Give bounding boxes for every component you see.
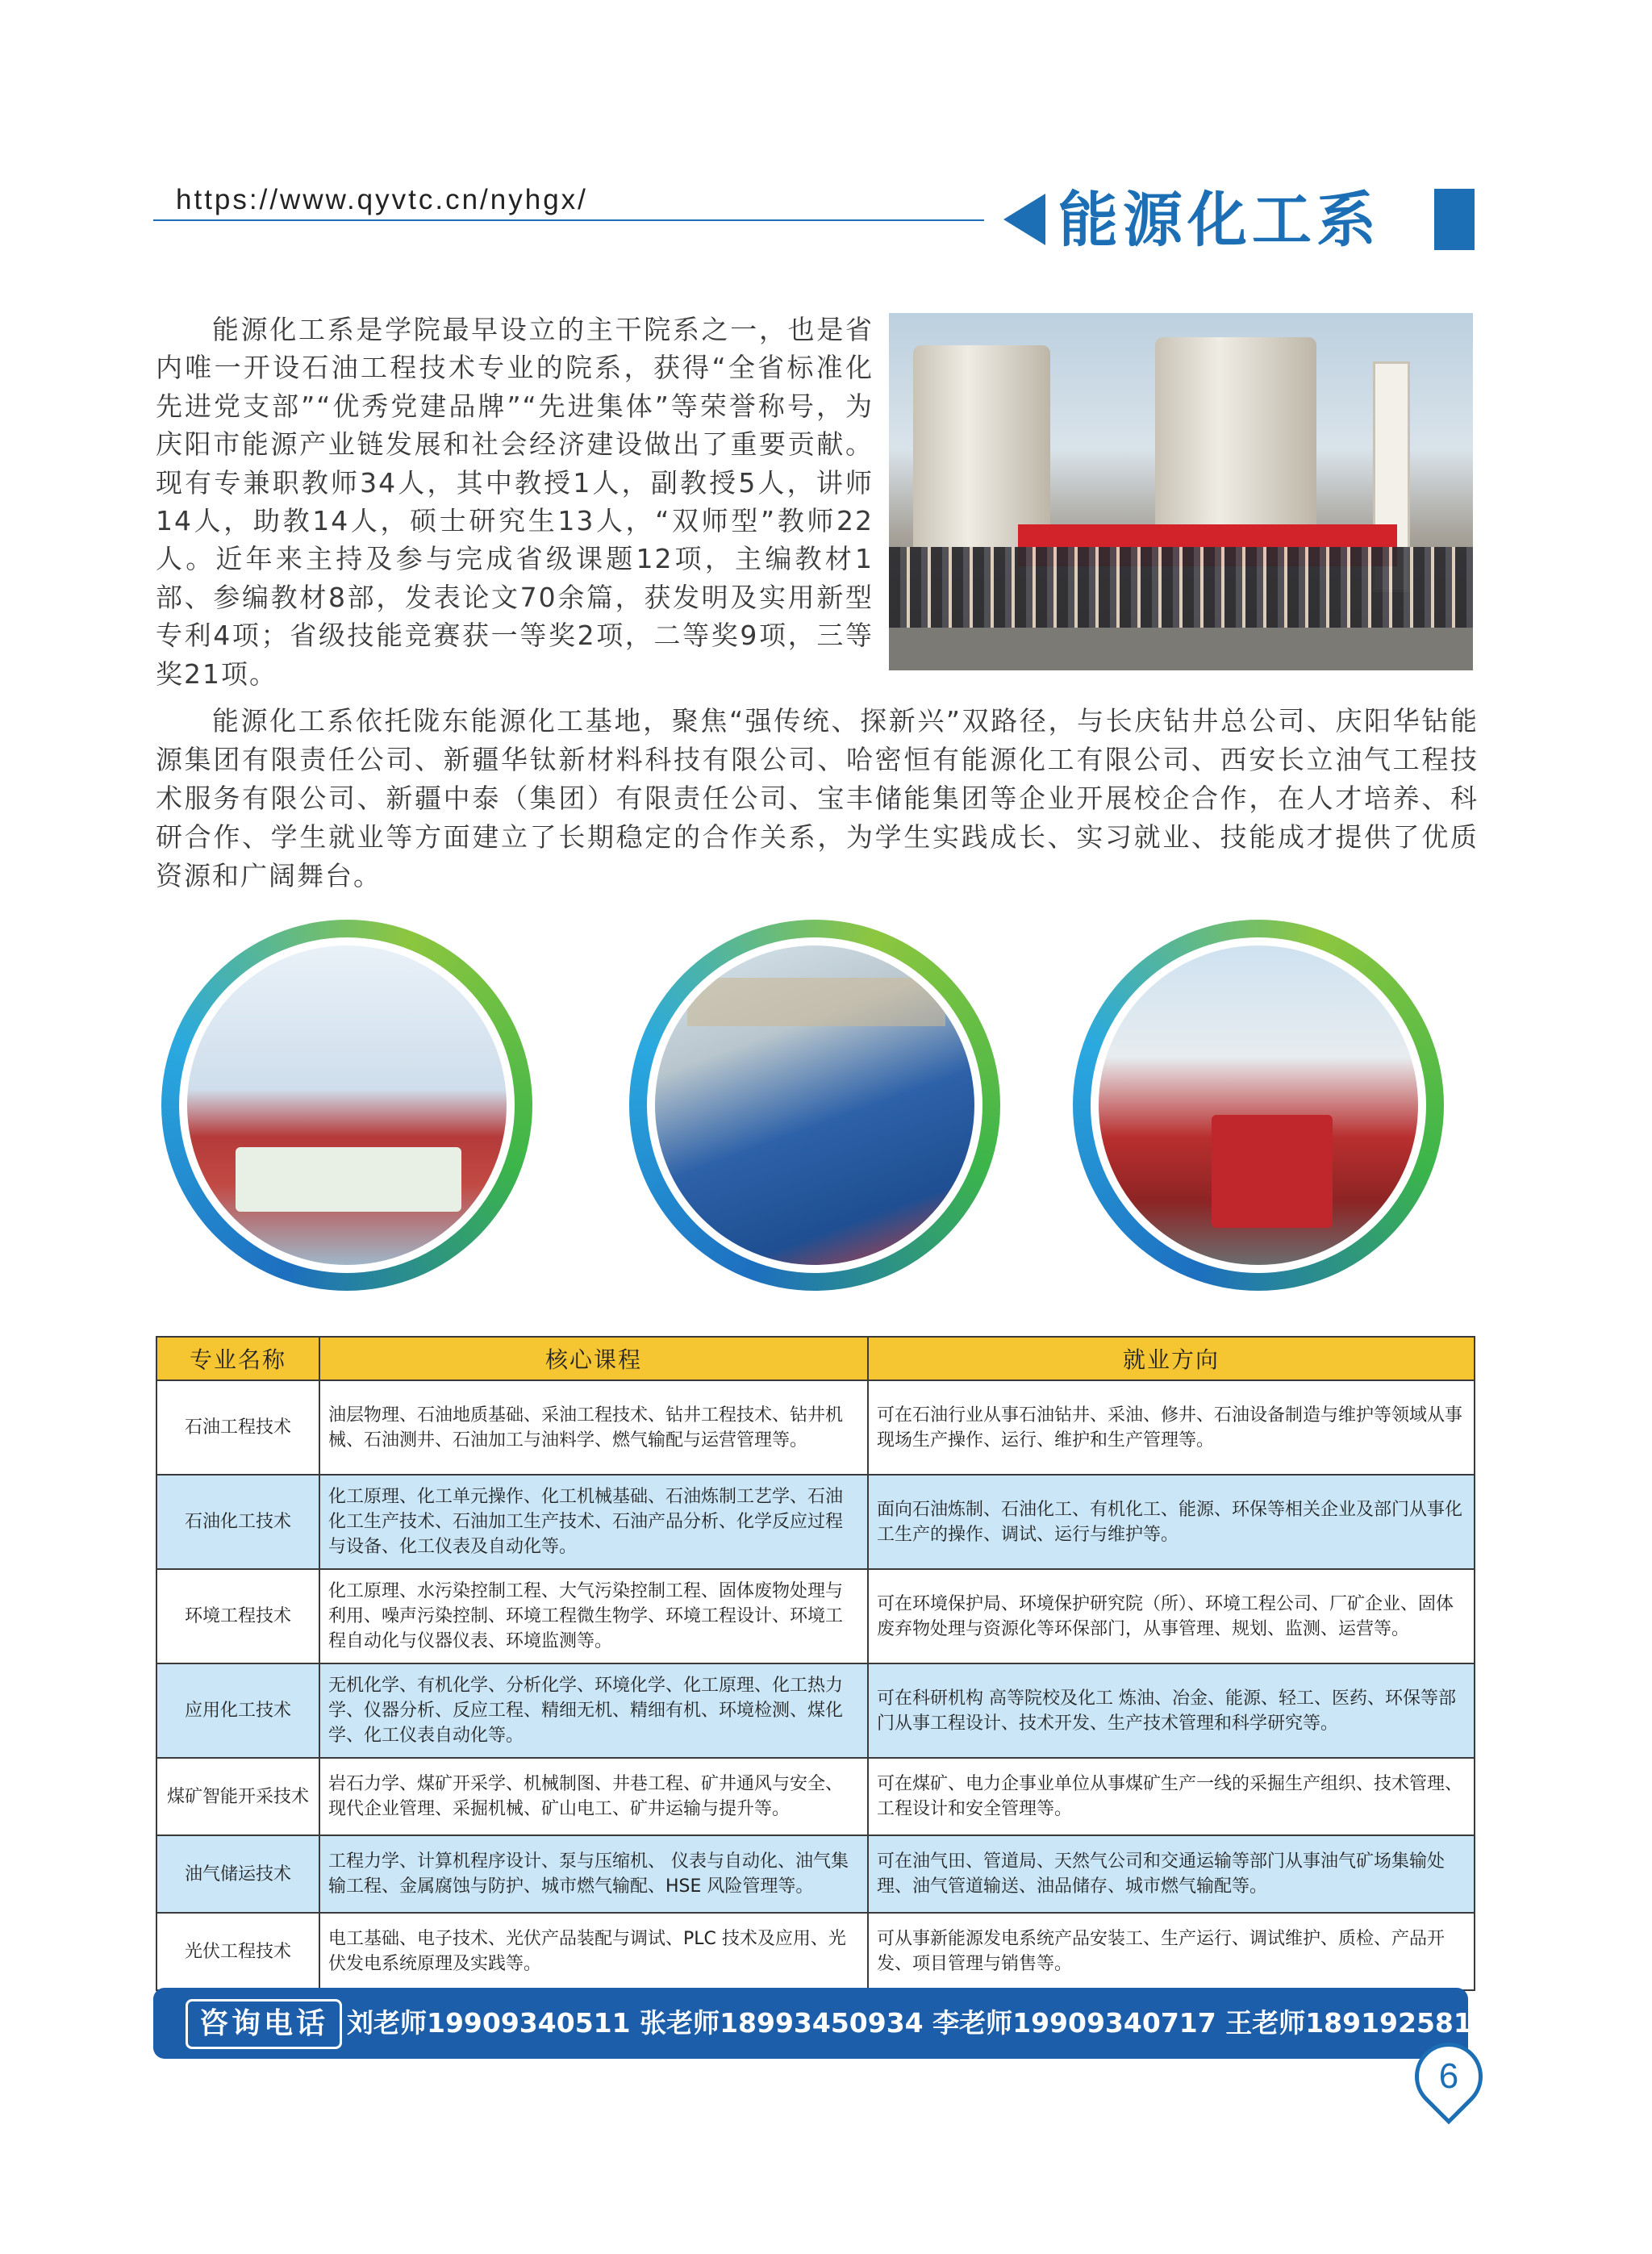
major-courses: 化工原理、化工单元操作、化工机械基础、石油炼制工艺学、石油化工生产技术、石油加工生产技术、石油产品分析、化学反应过程与设备、化工仪表及自动化等。: [319, 1475, 868, 1569]
major-jobs: 面向石油炼制、石油化工、有机化工、能源、环保等相关企业及部门从事化工生产的操作、调试、运行与维护等。: [868, 1475, 1475, 1569]
storage-tank-right: [1155, 337, 1316, 547]
major-jobs: 可从事新能源发电系统产品安装工、生产运行、调试维护、质检、产品开发、项目管理与销售等。: [868, 1913, 1475, 1990]
ground: [889, 628, 1473, 670]
major-name: 煤矿智能开采技术: [156, 1758, 319, 1835]
major-courses: 无机化学、有机化学、分析化学、环境化学、化工原理、化工热力学、仪器分析、反应工程、精细无机、精细有机、环境检测、煤化学、化工仪表自动化等。: [319, 1663, 868, 1758]
table-row: [156, 1569, 1475, 1663]
contact-label: 咨询电话: [186, 1999, 342, 2049]
major-courses: 油层物理、石油地质基础、采油工程技术、钻井工程技术、钻井机械、石油测井、石油加工与油料学、燃气输配与运营管理等。: [319, 1380, 868, 1475]
header-core-courses: 核心课程: [319, 1337, 868, 1380]
contact-phone-numbers: 刘老师19909340511 张老师18993450934 李老师19909340717 王老师18919258188: [347, 2007, 1509, 2039]
table-row: [156, 1475, 1475, 1569]
header-rule: [153, 219, 984, 221]
table-row: [156, 1913, 1475, 1990]
table-row: [156, 1663, 1475, 1758]
major-jobs: 可在煤矿、电力企事业单位从事煤矿生产一线的采掘生产组织、技术管理、工程设计和安全管理等。: [868, 1758, 1475, 1835]
header-major-name: 专业名称: [156, 1337, 319, 1380]
table-header-row: [156, 1337, 1475, 1380]
contact-bar: [153, 1988, 1509, 2059]
circle-photo-3: [1073, 920, 1444, 1291]
table-row: [156, 1835, 1475, 1913]
major-jobs: 可在环境保护局、环境保护研究院（所）、环境工程公司、厂矿企业、固体废弃物处理与资源化等环保部门，从事管理、规划、监测、运营等。: [868, 1569, 1475, 1663]
plant-training-photo: [655, 945, 974, 1265]
arrow-left-icon: [1003, 194, 1045, 245]
major-jobs: 可在石油行业从事石油钻井、采油、修井、石油设备制造与维护等领域从事现场生产操作、运行、维护和生产管理等。: [868, 1380, 1475, 1475]
table-row: [156, 1380, 1475, 1475]
student-crowd: [889, 547, 1473, 628]
major-courses: 电工基础、电子技术、光伏产品装配与调试、PLC 技术及应用、光伏发电系统原理及实践等。: [319, 1913, 868, 1990]
intro-paragraph-1: 能源化工系是学院最早设立的主干院系之一，也是省内唯一开设石油工程技术专业的院系，获得“全省标准化先进党支部”“优秀党建品牌”“先进集体”等荣誉称号，为庆阳市能源产业链发展和社会经济建设做出了重要贡献。现有专兼职教师34人，其中教授1人，副教授5人，讲师14人，助教14人，硕士研究生13人，“双师型”教师22人。近年来主持及参与完成省级课题12项，主编教材1部、参编教材8部，发表论文70余篇，获发明及实用新型专利4项；省级技能竞赛获一等奖2项，二等奖9项，三等奖21项。: [156, 314, 874, 690]
page-title: 能源化工系: [1058, 186, 1381, 255]
storage-tank-left: [913, 345, 1050, 547]
majors-table: [156, 1336, 1475, 1991]
major-name: 石油化工技术: [156, 1475, 319, 1569]
major-courses: 工程力学、计算机程序设计、泵与压缩机、 仪表与自动化、油气集输工程、金属腐蚀与防护、城市燃气输配、HSE 风险管理等。: [319, 1835, 868, 1913]
major-name: 油气储运技术: [156, 1835, 319, 1913]
page-number: 6: [1438, 2056, 1459, 2096]
major-courses: 岩石力学、煤矿开采学、机械制图、井巷工程、矿井通风与安全、现代企业管理、采掘机械、矿山电工、矿井运输与提升等。: [319, 1758, 868, 1835]
lab-model-photo: [187, 945, 507, 1265]
drilling-rig-photo: [1099, 945, 1418, 1265]
header-block-decoration: [1434, 189, 1475, 250]
major-courses: 化工原理、水污染控制工程、大气污染控制工程、固体废物处理与利用、噪声污染控制、环境工程微生物学、环境工程设计、环境工程自动化与仪器仪表、环境监测等。: [319, 1569, 868, 1663]
major-jobs: 可在科研机构 高等院校及化工 炼油、冶金、能源、轻工、医药、环保等部门从事工程设计、技术开发、生产技术管理和科学研究等。: [868, 1663, 1475, 1758]
major-name: 石油工程技术: [156, 1380, 319, 1475]
major-name: 应用化工技术: [156, 1663, 319, 1758]
hero-group-photo: [889, 313, 1473, 670]
major-name: 光伏工程技术: [156, 1913, 319, 1990]
circle-photo-2: [629, 920, 1000, 1291]
circle-photo-1: [161, 920, 532, 1291]
table-row: [156, 1758, 1475, 1835]
intro-paragraph-2: 能源化工系依托陇东能源化工基地，聚焦“强传统、探新兴”双路径，与长庆钻井总公司、庆阳华钻能源集团有限责任公司、新疆华钛新材料科技有限公司、哈密恒有能源化工有限公司、西安长立油气工程技术服务有限公司、新疆中泰（集团）有限责任公司、宝丰储能集团等企业开展校企合作，在人才培养、科研合作、学生就业等方面建立了长期稳定的合作关系，为学生实践成长、实习就业、技能成才提供了优质资源和广阔舞台。: [156, 705, 1479, 891]
website-url[interactable]: https://www.qyvtc.cn/nyhgx/: [176, 184, 588, 215]
major-jobs: 可在油气田、管道局、天然气公司和交通运输等部门从事油气矿场集输处理、油气管道输送、油品储存、城市燃气输配等。: [868, 1835, 1475, 1913]
header-employment: 就业方向: [868, 1337, 1475, 1380]
major-name: 环境工程技术: [156, 1569, 319, 1663]
